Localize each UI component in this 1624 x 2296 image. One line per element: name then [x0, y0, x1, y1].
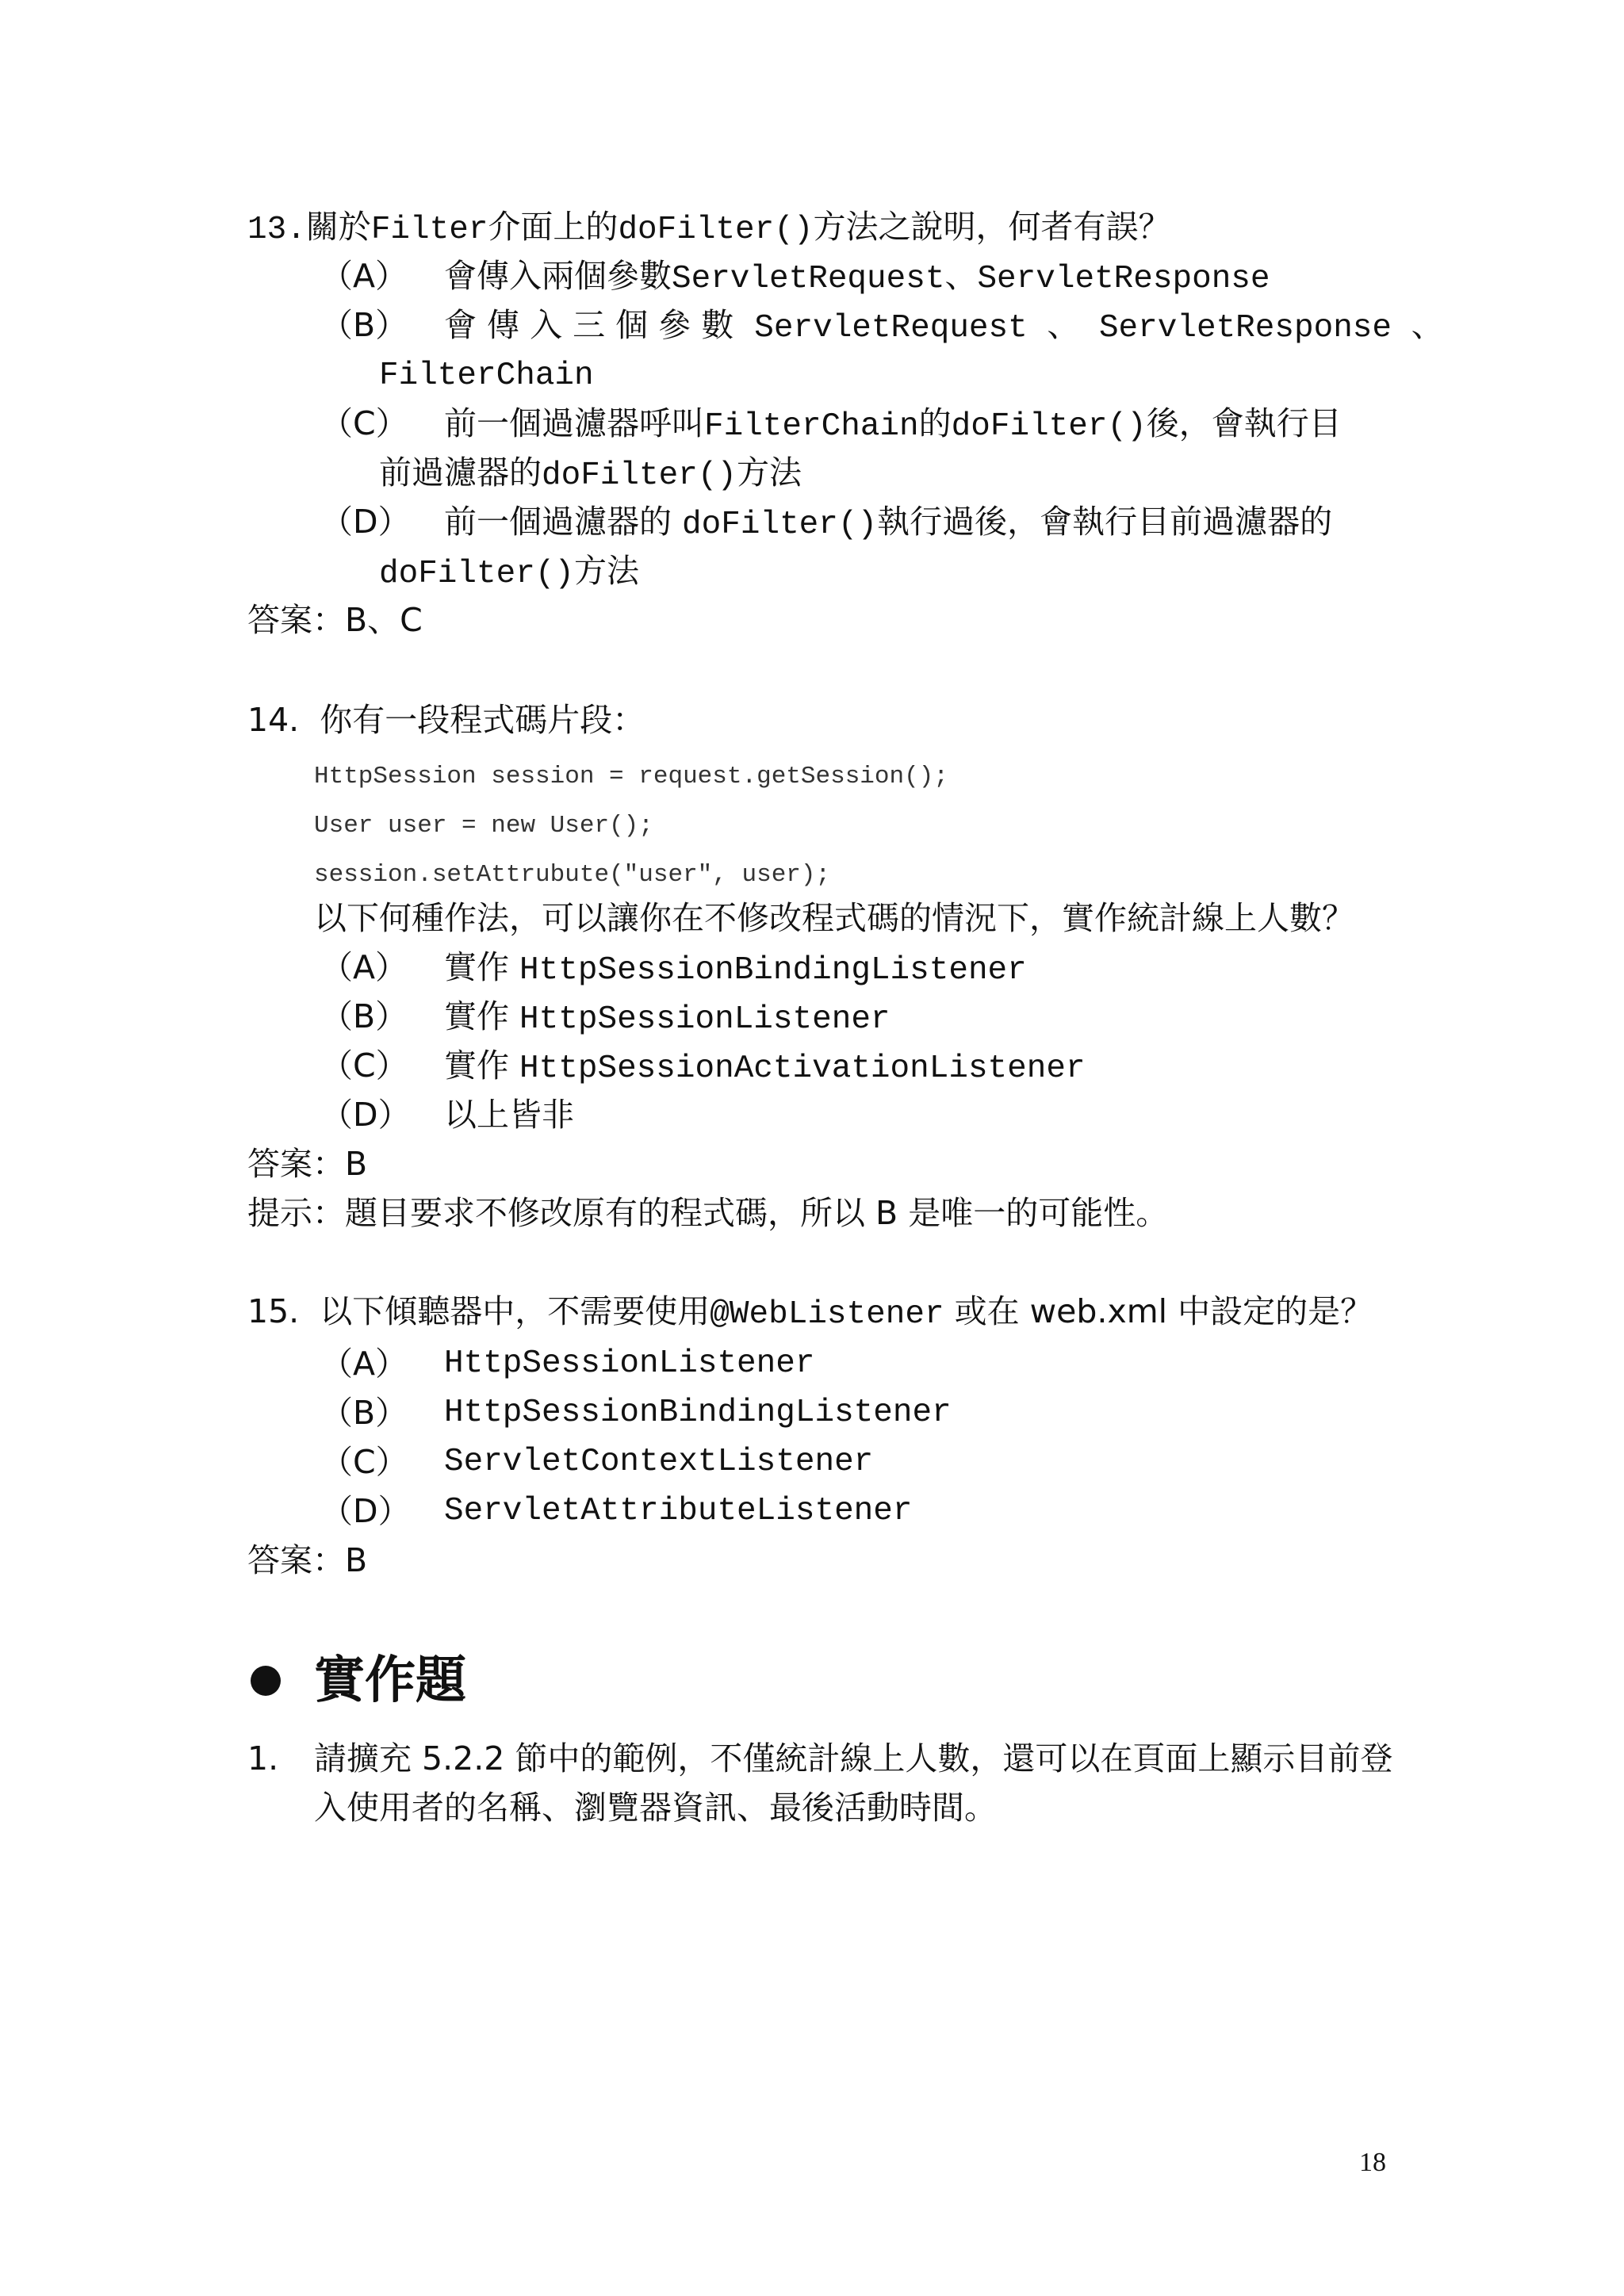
q14-option-b-cn: 實作: [444, 997, 509, 1035]
q13-stem-e: 方法之說明，何者有誤？: [813, 208, 1171, 246]
q15-stem: [247, 1289, 1373, 1337]
practice-heading: 實作題: [314, 1651, 466, 1710]
practice-item-number: 1.: [247, 1739, 279, 1777]
practice-item-line-2: 入使用者的名稱、瀏覽器資訊、最後活動時間。: [314, 1789, 997, 1827]
q13-option-c-cont-code: doFilter(): [542, 457, 737, 494]
q14-option-a-text: [444, 945, 1027, 993]
q14-option-d-text: [444, 1093, 574, 1137]
q13-option-d-label: （D）: [320, 503, 411, 541]
q15-stem-c: 或在 web.xml 中設定的是？: [954, 1292, 1373, 1330]
practice-item-line-1: 請擴充 5.2.2 節中的範例，不僅統計線上人數，還可以在頁面上顯示目前登: [314, 1739, 1393, 1777]
q14-option-c-cn: 實作: [444, 1047, 509, 1085]
q15-option-a-text: HttpSessionListener: [444, 1345, 815, 1382]
q15-stem-a: 以下傾聽器中，不需要使用: [320, 1292, 710, 1330]
q15-number: 15.: [247, 1292, 300, 1330]
q14-option-c-text: [444, 1043, 1086, 1091]
q14-option-c-code: HttpSessionActivationListener: [519, 1050, 1086, 1087]
q14-code-line-3: session.setAttrubute("user", user);: [314, 861, 831, 889]
q13-option-d-cont-code: doFilter(): [379, 556, 575, 592]
q14-stem-text: 你有一段程式碼片段：: [320, 701, 645, 739]
q13-option-a-cn: 會傳入兩個參數: [444, 257, 672, 295]
q13-option-b-text: [444, 303, 1444, 350]
q13-option-c-code: FilterChain: [704, 408, 919, 445]
q15-option-c-label: （C）: [320, 1443, 408, 1481]
q13-option-d-code: doFilter(): [682, 507, 878, 543]
q13-option-d-cn2: 執行過後，會執行目前過濾器的: [877, 503, 1333, 541]
q13-option-b-label: （B）: [320, 306, 408, 344]
q13-stem: [247, 205, 1170, 252]
q15-option-a-label: （A）: [320, 1345, 408, 1383]
q13-option-a-label: （A）: [320, 257, 408, 295]
q14-hint: 提示：題目要求不修改原有的程式碼，所以 B 是唯一的可能性。: [247, 1194, 1169, 1232]
q15-option-d-text: ServletAttributeListener: [444, 1493, 913, 1529]
q15-option-d-label: （D）: [320, 1492, 411, 1530]
q13-option-d-cont: [379, 549, 639, 596]
q14-option-b-text: [444, 994, 891, 1042]
q13-option-d-cn: 前一個過濾器的: [444, 503, 672, 541]
q15-answer: 答案：B: [247, 1541, 368, 1579]
q13-option-b-code: ServletRequest 、 ServletResponse 、: [754, 310, 1444, 346]
bullet-icon: [251, 1666, 281, 1696]
q14-number: 14.: [247, 701, 300, 739]
q13-option-d-text: [444, 499, 1332, 547]
q13-option-c-cont-cn: 前過濾器的: [379, 453, 542, 492]
q14-code-line-1: HttpSession session = request.getSession();: [314, 763, 948, 790]
q14-option-d-cn: 以上皆非: [444, 1096, 574, 1134]
q13-option-a-code: ServletRequest、ServletResponse: [672, 261, 1270, 297]
q13-option-b-cont: FilterChain: [379, 358, 594, 394]
q13-option-c-text: [444, 401, 1342, 449]
q13-stem-b: Filter: [370, 212, 488, 248]
q14-option-a-label: （A）: [320, 948, 408, 986]
q14-option-b-code: HttpSessionListener: [519, 1001, 891, 1038]
q13-option-c-cn: 前一個過濾器呼叫: [444, 404, 704, 442]
q13-stem-a: 關於: [305, 208, 371, 246]
q13-number: 13.: [247, 212, 306, 248]
q14-option-d-label: （D）: [320, 1096, 411, 1134]
q15-option-b-label: （B）: [320, 1394, 408, 1432]
q15-stem-b: @WebListener: [710, 1296, 944, 1333]
q14-answer: 答案：B: [247, 1145, 368, 1183]
q13-answer: 答案：B、C: [247, 601, 423, 639]
q13-option-d-cont-cn: 方法: [574, 552, 640, 590]
q14-option-c-label: （C）: [320, 1047, 408, 1085]
q14-option-a-cn: 實作: [444, 948, 509, 986]
q15-option-b-text: HttpSessionBindingListener: [444, 1395, 952, 1431]
q13-option-a-text: [444, 254, 1270, 301]
q13-stem-c: 介面上的: [488, 208, 619, 246]
q13-option-c-cont-cn2: 方法: [737, 453, 802, 492]
q14-question: 以下何種作法，可以讓你在不修改程式碼的情況下，實作統計線上人數？: [314, 899, 1354, 937]
q14-code-line-2: User user = new User();: [314, 812, 653, 840]
q14-option-a-code: HttpSessionBindingListener: [519, 952, 1027, 989]
q13-option-c-cn2: 的: [918, 404, 952, 442]
q14-option-b-label: （B）: [320, 997, 408, 1035]
q13-option-b-cn: 會 傳 入 三 個 參 數: [444, 306, 734, 344]
q13-option-c-code2: doFilter(): [951, 408, 1147, 445]
q13-option-c-label: （C）: [320, 404, 408, 442]
q13-option-c-cn3: 後，會執行目: [1146, 404, 1342, 442]
q13-stem-d: doFilter(): [618, 212, 814, 248]
q14-stem: [247, 698, 645, 742]
page-number: 18: [1359, 2148, 1386, 2177]
q15-option-c-text: ServletContextListener: [444, 1444, 874, 1480]
q13-option-c-cont: [379, 450, 802, 498]
